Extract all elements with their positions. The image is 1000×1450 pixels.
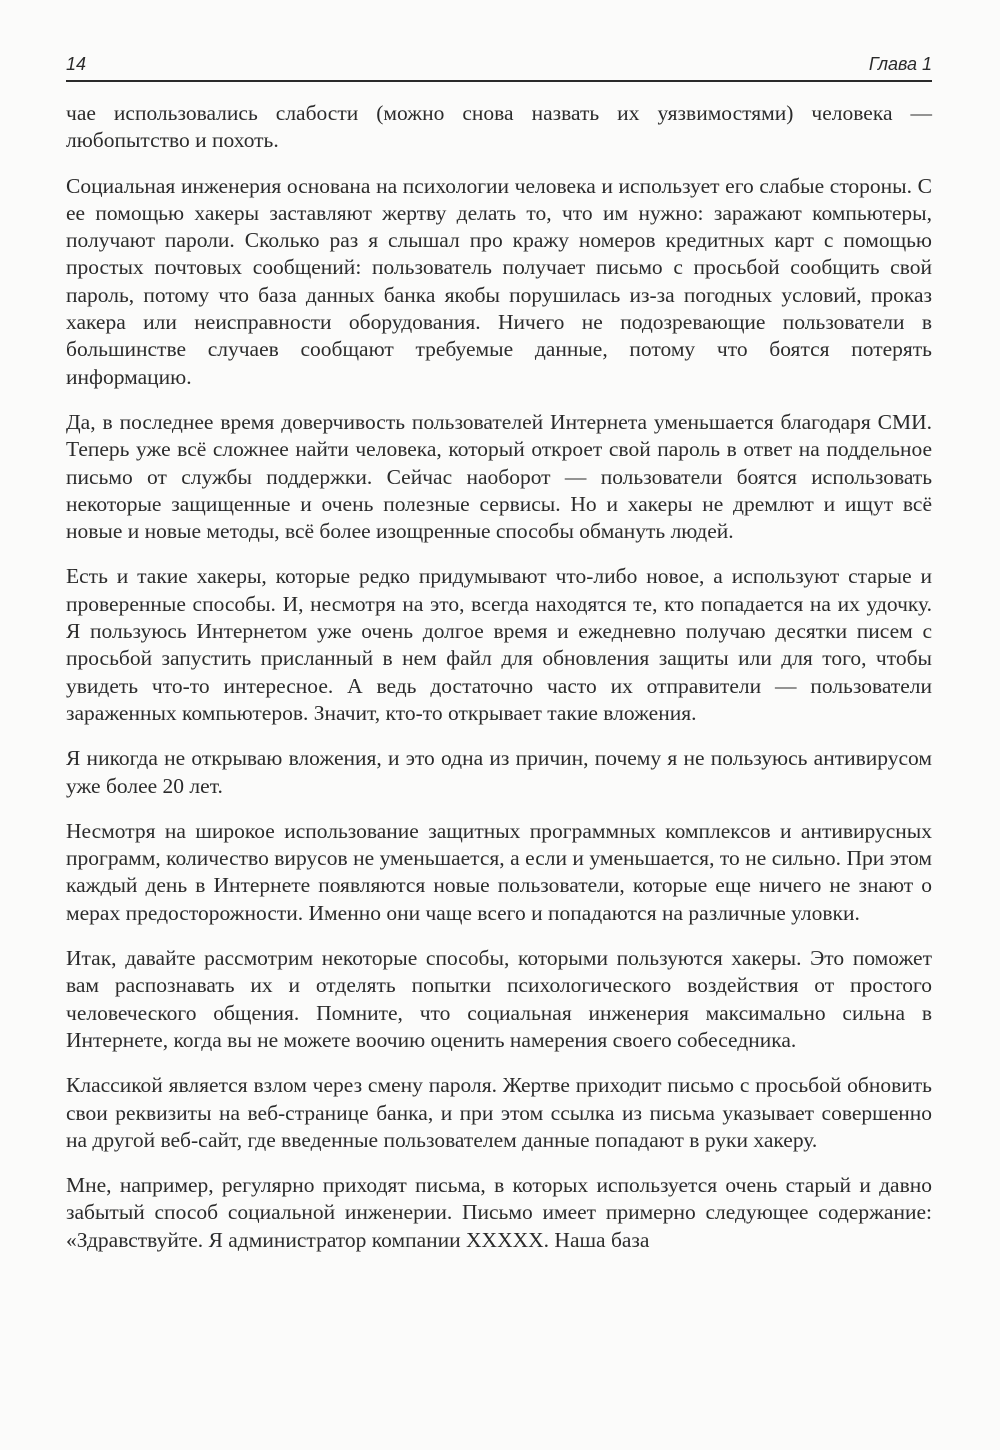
chapter-title: Глава 1: [868, 54, 932, 74]
paragraph: Мне, например, регулярно приходят письма, в которых используется очень старый и давно забытый способ социальной инженерии. Письмо имеет примерно следующее содержание: «Здравствуйте. Я администратор компании XXXXX. Наша база: [66, 1173, 932, 1252]
paragraph: Есть и такие хакеры, которые редко придумывают что-либо новое, а используют старые и проверенные способы. И, несмотря на это, всегда находятся те, кто попадается на их удочку. Я пользуюсь Интернетом уже очень долгое время и ежедневно получаю десятки писем с просьбой запустить присланный в нем файл для обновления защиты или для того, чтобы увидеть что-то интересное. А ведь достаточно часто их отправители — пользователи зараженных компьютеров. Значит, кто-то открывает такие вложения.: [66, 564, 932, 725]
paragraph: Итак, давайте рассмотрим некоторые способы, которыми пользуются хакеры. Это поможет вам распознавать их и отделять попытки психологического воздействия от простого человеческого общения. Помните, что социальная инженерия максимально сильна в Интернете, когда вы не можете воочию оценить намерения своего собеседника.: [66, 946, 932, 1052]
page-number: 14: [66, 54, 87, 74]
body-text: [66, 100, 932, 1272]
running-header: [66, 50, 932, 82]
paragraph: Классикой является взлом через смену пароля. Жертве приходит письмо с просьбой обновить свои реквизиты на веб-странице банка, и при этом ссылка из письма указывает совершенно на другой веб-сайт, где введенные пользователем данные попадают в руки хакеру.: [66, 1073, 932, 1152]
paragraph: Социальная инженерия основана на психологии человека и использует его слабые стороны. С ее помощью хакеры заставляют жертву делать то, что им нужно: заражают компьютеры, получают пароли. Сколько раз я слышал про кражу номеров кредитных карт с помощью простых почтовых сообщений: пользователь получает письмо с просьбой сообщить свой пароль, потому что база данных банка якобы порушилась из-за погодных условий, проказ хакера или неисправности оборудования. Ничего не подозревающие пользователи в большинстве случаев сообщают требуемые данные, потому что боятся потерять информацию.: [66, 173, 932, 389]
paragraph: чае использовались слабости (можно снова назвать их уязвимостями) человека — любопытство и похоть.: [66, 101, 932, 153]
paragraph: Да, в последнее время доверчивость пользователей Интернета уменьшается благодаря СМИ. Теперь уже всё сложнее найти человека, который откроет свой пароль в ответ на поддельное письмо от службы поддержки. Сейчас наоборот — пользователи боятся использовать некоторые защищенные и очень полезные сервисы. Но и хакеры не дремлют и ищут всё новые и новые методы, всё более изощренные способы обмануть людей.: [66, 409, 932, 544]
paragraph: Несмотря на широкое использование защитных программных комплексов и антивирусных программ, количество вирусов не уменьшается, а если и уменьшается, то не сильно. При этом каждый день в Интернете появляются новые пользователи, которые еще ничего не знают о мерах предосторожности. Именно они чаще всего и попадаются на различные уловки.: [66, 818, 932, 925]
paragraph: Я никогда не открываю вложения, и это одна из причин, почему я не пользуюсь антивирусом уже более 20 лет.: [66, 746, 932, 798]
